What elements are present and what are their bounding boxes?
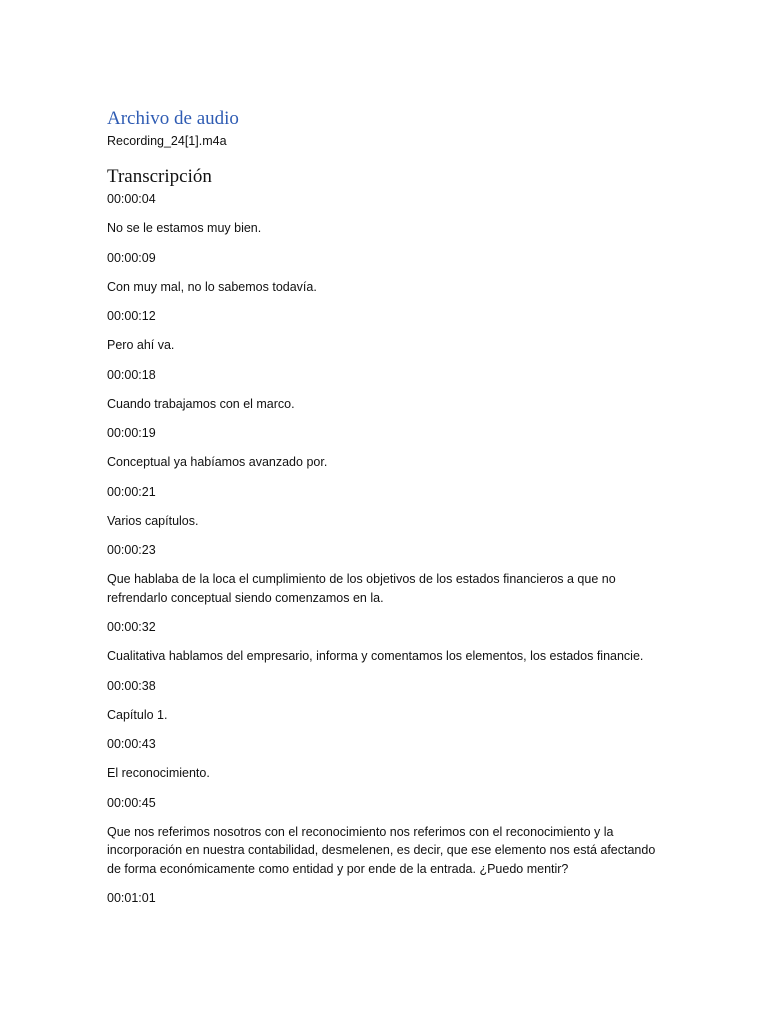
transcript-entry — [107, 794, 667, 879]
timestamp: 00:00:19 — [107, 426, 156, 440]
transcript-entry — [107, 541, 667, 607]
transcript-text: Conceptual ya habíamos avanzado por. — [107, 455, 328, 469]
document-page — [107, 106, 667, 918]
transcript-entry — [107, 483, 667, 531]
transcript-text: Cualitativa hablamos del empresario, informa y comentamos los elementos, los estados financie. — [107, 649, 644, 663]
transcript-entry — [107, 366, 667, 414]
transcript-text: No se le estamos muy bien. — [107, 221, 262, 235]
transcript-entry — [107, 889, 667, 907]
transcript-heading: Transcripción — [107, 166, 212, 187]
timestamp: 00:01:01 — [107, 891, 156, 905]
timestamp: 00:00:32 — [107, 620, 156, 634]
timestamp: 00:00:23 — [107, 543, 156, 557]
transcript-list — [107, 190, 667, 907]
transcript-entry — [107, 307, 667, 355]
timestamp: 00:00:21 — [107, 484, 156, 499]
transcript-text: Pero ahí va. — [107, 338, 175, 352]
audio-file-heading: Archivo de audio — [107, 108, 239, 129]
timestamp: 00:00:45 — [107, 795, 156, 810]
transcript-entry — [107, 249, 667, 297]
timestamp: 00:00:18 — [107, 367, 156, 382]
transcript-entry — [107, 677, 667, 725]
timestamp: 00:00:09 — [107, 250, 156, 265]
transcript-text: Que nos referimos nosotros con el reconocimiento nos referimos con el reconocimiento y la incorporación en nuestra contabilidad, desmelenen, es decir, que ese elemento nos está afectando de forma económicamente como entidad y por ende de la entrada. ¿Puedo mentir? — [107, 824, 656, 876]
transcript-text: Cuando trabajamos con el marco. — [107, 396, 295, 411]
transcript-text: Varios capítulos. — [107, 513, 199, 528]
transcript-entry — [107, 618, 667, 666]
transcript-text: Capítulo 1. — [107, 707, 168, 722]
transcript-text: Que hablaba de la loca el cumplimiento de los objetivos de los estados financieros a que no refrendarlo conceptual siendo comenzamos en la. — [107, 572, 616, 605]
timestamp: 00:00:43 — [107, 737, 156, 751]
timestamp: 00:00:04 — [107, 192, 156, 206]
transcript-text: Con muy mal, no lo sabemos todavía. — [107, 279, 317, 294]
transcript-text: El reconocimiento. — [107, 766, 210, 780]
transcript-entry — [107, 424, 667, 472]
audio-filename: Recording_24[1].m4a — [107, 134, 227, 148]
transcript-entry — [107, 190, 667, 238]
timestamp: 00:00:12 — [107, 309, 156, 323]
transcript-entry — [107, 735, 667, 783]
timestamp: 00:00:38 — [107, 678, 156, 693]
